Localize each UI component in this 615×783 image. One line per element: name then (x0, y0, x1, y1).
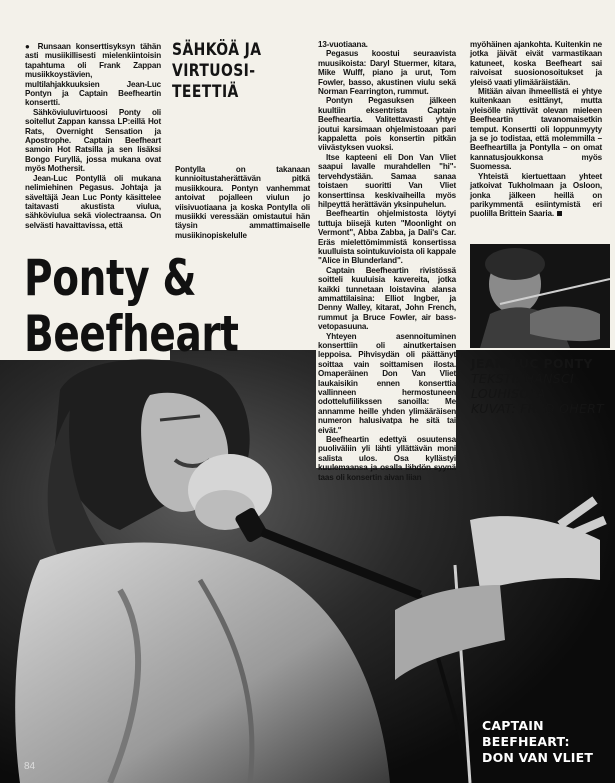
paragraph: Sähköviuluvirtuoosi Ponty oli soitellut Zappan kanssa LP:eillä Hot Rats, Overnight Sensation ja Apostrophe. Captain Beefheart samoin Hot Ratsilla ja sen lisäksi Bongo Furyllä, jossa mukana ovat myös Mothersit. (25, 107, 161, 174)
article-column-2 (175, 165, 310, 240)
paragraph: ● Runsaan konserttisyksyn tähän asti musiikillisesti mielenkiintoisin tapahtuma oli Frank Zappan musiikkoystävien, multilahjakkuuksien Jean-Luc Pontyn ja Captain Beefheartin konsertti. (25, 42, 161, 108)
paragraph: Captain Beefheartin rivistössä soitteli kuuluisia kavereita, jotka kaikki tunnetaan loistavina alansa ammattilaisina: Elliot Ingber, ja Denny Walley, kitarat, John French, rummut ja Bruce Fowler, air bass-vetopasuuna. (318, 265, 456, 332)
paragraph: Itse kapteeni eli Don Van Vliet saapui lavalle murahdellen "hi"-tervehdystään. Samaa sanaa toistaen suoritti Van Vliet konserttinsa keskivaiheilla myös hilpeyttä herättävän yksinpuhelun. (318, 152, 456, 209)
paragraph: Mitään aivan ihmeellistä ei yhtye kuitenkaan esittänyt, mutta yleisölle näyttivät olevan mieleen Beefheartin tavanomaisetkin temput. Konsertti oli loppunmyyty ja se jo todistaa, että molemmilla – Beefheartilla ja Pontylla – on omat kannatusjoukkonsa myös Suomessa. (470, 87, 602, 172)
photo-credit: KUVAT: FRED OHERT (471, 401, 605, 416)
paragraph: Yhteyen asennoituminen konserttiin oli ainutkertaisen leppoisa. Pihvisydän oli päättänyt soittaa vain soittamisen ilosta. Omaperäinen Don Van Vliet laukaisikin ennen konserttia vallinneen hermostuneen odottelufiilikssen sanoilla: Me annamme heille yhden ylimääräisen numeron halusivatpa he sitä tai eivät." (318, 331, 456, 435)
page-title (24, 250, 238, 362)
page-number: 84 (24, 761, 36, 772)
photo-caption (482, 718, 615, 766)
credits (471, 356, 604, 416)
text-credit-author: LOUHISOLA (471, 386, 546, 401)
caption-line-1: CAPTAIN BEEFHEART: (482, 718, 570, 749)
headline-small: SÄHKÖÄ JA VIRTUOSI-TEETTIÄ (172, 40, 262, 102)
paragraph: Pontyn Pegasuksen jälkeen kuultiin eksentrista Captain Beefheartia. Valitettavasti yhtye joutui karsimaan ohjelmistoaan pari kappaletta pois konsertin pitkän viivästyksen vuoksi. (318, 96, 456, 153)
paragraph: Beefheartin edettyä osuutensa puoliväliin yli lähti yllättävän moni salista ulos. Osa kyllästyi kuulemaansa ja osalla lähdön syynä taas oli konsertin aivan liian (318, 435, 456, 482)
photo-subject-name: JEAN-LUC PONTY (471, 356, 593, 371)
article-column-3 (318, 40, 456, 482)
paragraph: Beefheartin ohjelmistosta löytyi tuttuja biisejä kuten "Moonlight on Vermont", Abba Zabba, ja Dali's Car. Eräs mielettömimmistä konsertissa kuulluista sointukuvioista oli kappale "Alice in Blunderland". (318, 209, 456, 266)
paragraph: Jean-Luc Pontyllä oli mukana nelimiehinen Pegasus. Johtaja ja säveltäjä Jean Luc Ponty käsittelee taitavasti akustista viulua, sähköviulua sekä violectraansa. On selvästi havaittavissa, että (25, 173, 161, 230)
paragraph: Pegasus koostui seuraavista muusikoista: Daryl Stuermer, kitara, Mike Wulff, piano ja urut, Tom Fowler, basso, akustinen viulu sekä Norman Fearrington, rummut. (318, 49, 456, 97)
paragraph: Pontylla on takanaan kunnioitustaherättävän pitkä musiikkoura. Pontyn vanhemmat antoivat pojalleen viulun jo viisivuotiaana ja koska Pontylla oli musiikki veressään omistautui hän täysin ammattimaiselle musiikinopiskelulle (175, 165, 310, 240)
title-line-2: Beefheart (24, 305, 239, 363)
paragraph-text: Yhteistä kiertuettaan yhteet jatkoivat Tukholmaan ja Osloon, jonka jälkeen heillä on parikymmentä esiintymistä eri puolilla Brittein Saaria. (470, 171, 602, 219)
text-credit: TEKSTI: HANSCI (471, 371, 575, 386)
article-column-4 (470, 40, 602, 219)
paragraph: 13-vuotiaana. (318, 40, 368, 49)
caption-line-2: DON VAN VLIET (482, 750, 594, 765)
paragraph: myöhäinen ajankohta. Kuitenkin ne jotka jäivät eivät varmastikaan katuneet, koska Beefheart sai raivoisat suosionosoitukset ja yleisö vaati ylimääräistään. (470, 40, 602, 87)
paragraph (470, 172, 602, 219)
article-column-1 (25, 42, 161, 230)
end-mark-icon (557, 211, 562, 216)
title-line-1: Ponty & (24, 249, 197, 307)
photo-jean-luc-ponty (470, 244, 610, 348)
